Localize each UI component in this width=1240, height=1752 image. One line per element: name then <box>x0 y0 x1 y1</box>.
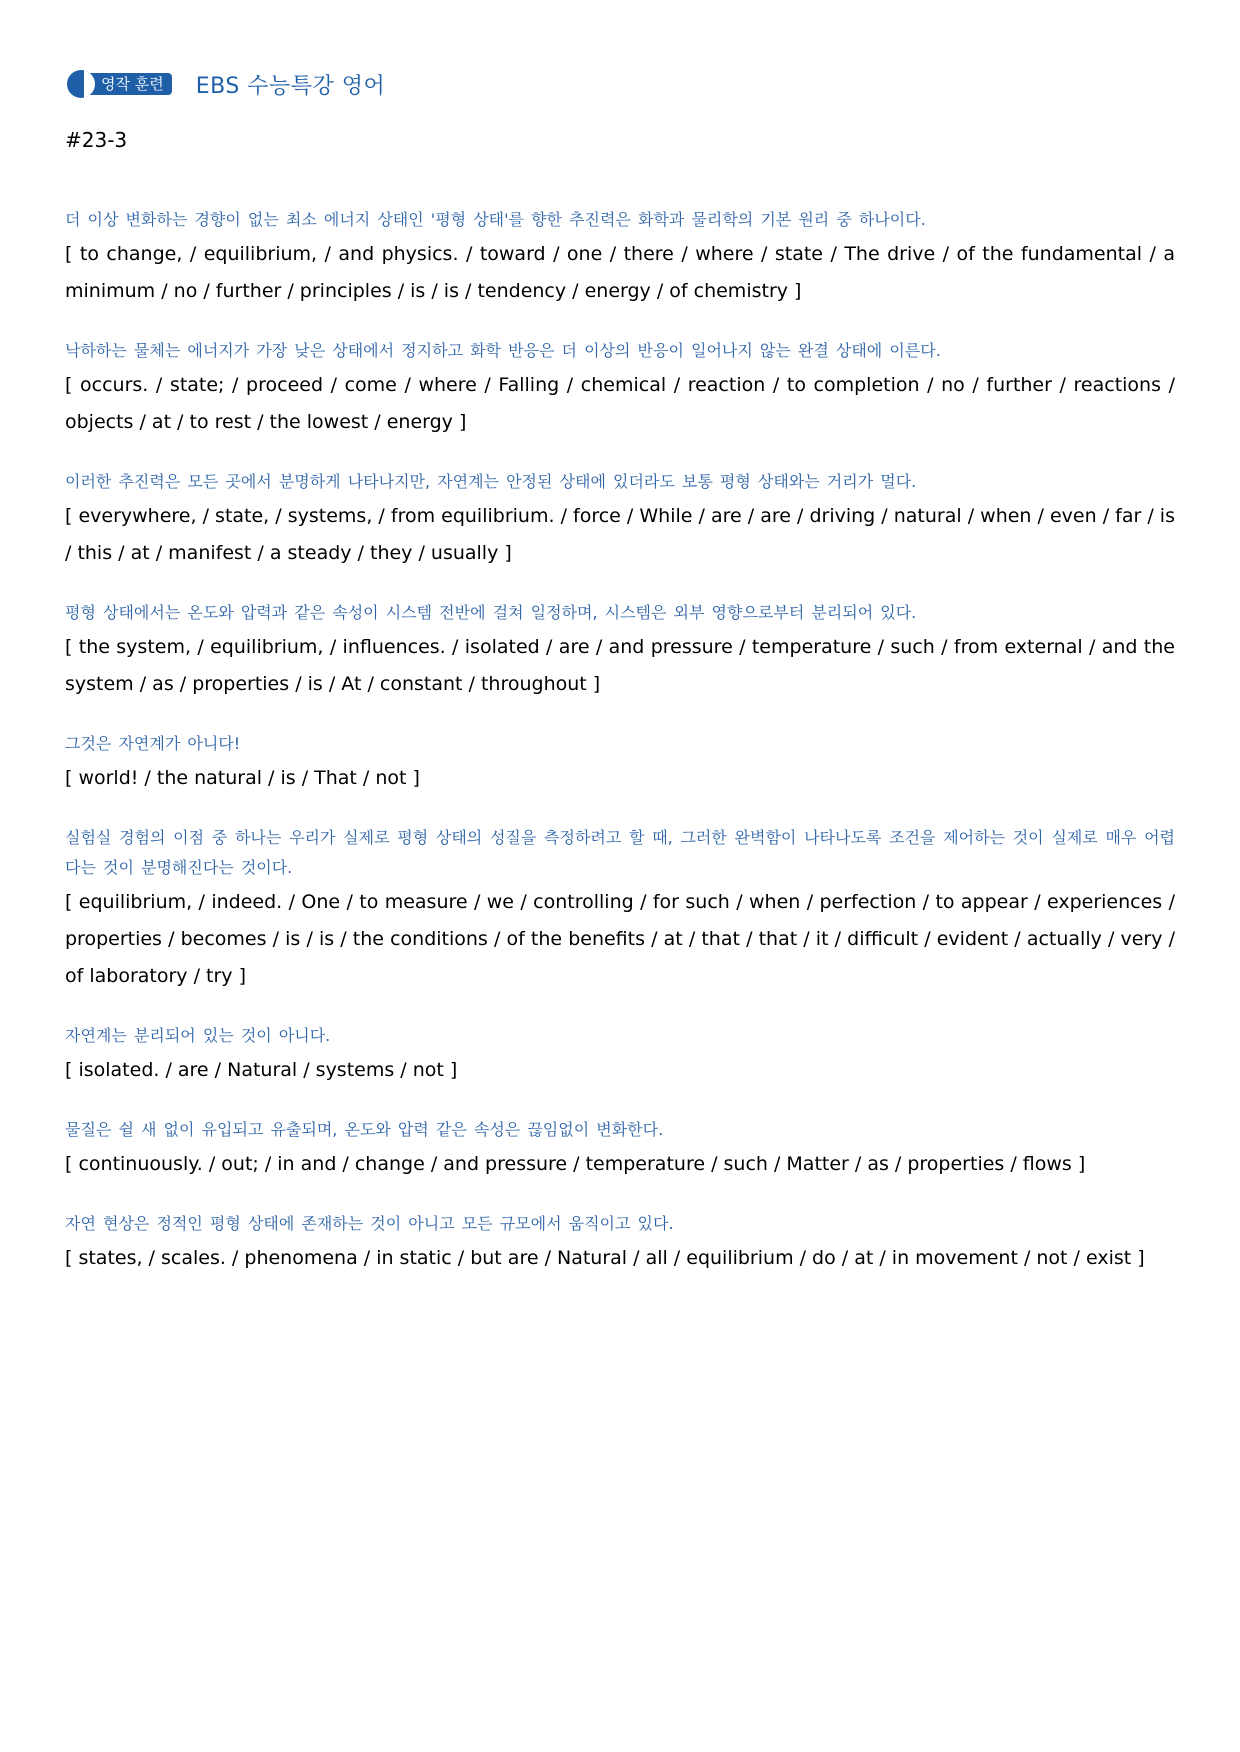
korean-sentence: 낙하하는 물체는 에너지가 가장 낮은 상태에서 정지하고 화학 반응은 더 이상의 반응이 일어나지 않는 완결 상태에 이른다. <box>65 341 941 360</box>
korean-sentence: 그것은 자연계가 아니다! <box>65 734 241 753</box>
word-bank: [ world! / the natural / is / That / not ] <box>65 767 420 789</box>
word-bank: [ to change, / equilibrium, / and physics. / toward / one / there / where / state / The drive / of the fundamental / a minimum / no / further / principles / is / is / tendency / energy / of chemistry ] <box>65 243 1175 302</box>
word-bank: [ the system, / equilibrium, / influences. / isolated / are / and pressure / temperature / such / from external / and the system / as / properties / is / At / constant / throughout ] <box>65 636 1175 695</box>
exercise-item <box>65 336 1175 441</box>
exercise-item <box>65 205 1175 310</box>
exercise-item <box>65 1021 1175 1089</box>
exercise-list <box>65 205 1175 1303</box>
korean-sentence: 물질은 쉴 새 없이 유입되고 유출되며, 온도와 압력 같은 속성은 끊임없이 변화한다. <box>65 1120 664 1139</box>
word-bank: [ occurs. / state; / proceed / come / where / Falling / chemical / reaction / to completion / no / further / reactions / objects / at / to rest / the lowest / energy ] <box>65 374 1175 433</box>
half-moon-icon <box>67 70 95 98</box>
korean-sentence: 자연 현상은 정적인 평형 상태에 존재하는 것이 아니고 모든 규모에서 움직이고 있다. <box>65 1214 674 1233</box>
exercise-item <box>65 1209 1175 1277</box>
exercise-item <box>65 729 1175 797</box>
korean-sentence: 자연계는 분리되어 있는 것이 아니다. <box>65 1026 331 1045</box>
document-id: #23-3 <box>65 128 128 152</box>
word-bank: [ equilibrium, / indeed. / One / to measure / we / controlling / for such / when / perfection / to appear / experiences / properties / becomes / is / is / the conditions / of the benefits / at / that / that / it / difficult / evident / actually / very / of laboratory / try ] <box>65 891 1175 987</box>
korean-sentence: 실험실 경험의 이점 중 하나는 우리가 실제로 평형 상태의 성질을 측정하려고 할 때, 그러한 완벽함이 나타나도록 조건을 제어하는 것이 실제로 매우 어렵다는 것이 분명해진다는 것이다. <box>65 828 1175 877</box>
exercise-item <box>65 823 1175 995</box>
korean-sentence: 더 이상 변화하는 경향이 없는 최소 에너지 상태인 '평형 상태'를 향한 추진력은 화학과 물리학의 기본 원리 중 하나이다. <box>65 210 926 229</box>
exercise-item <box>65 1115 1175 1183</box>
section-badge <box>67 72 172 96</box>
page-header <box>67 66 385 102</box>
word-bank: [ everywhere, / state, / systems, / from equilibrium. / force / While / are / are / driving / natural / when / even / far / is / this / at / manifest / a steady / they / usually ] <box>65 505 1175 564</box>
exercise-item <box>65 598 1175 703</box>
page-title: EBS 수능특강 영어 <box>195 73 386 99</box>
badge-label: 영작 훈련 <box>87 73 172 95</box>
word-bank: [ states, / scales. / phenomena / in static / but are / Natural / all / equilibrium / do / at / in movement / not / exist ] <box>65 1247 1145 1269</box>
word-bank: [ isolated. / are / Natural / systems / not ] <box>65 1059 458 1081</box>
korean-sentence: 이러한 추진력은 모든 곳에서 분명하게 나타나지만, 자연계는 안정된 상태에 있더라도 보통 평형 상태와는 거리가 멀다. <box>65 472 917 491</box>
exercise-item <box>65 467 1175 572</box>
korean-sentence: 평형 상태에서는 온도와 압력과 같은 속성이 시스템 전반에 걸쳐 일정하며, 시스템은 외부 영향으로부터 분리되어 있다. <box>65 603 917 622</box>
word-bank: [ continuously. / out; / in and / change / and pressure / temperature / such / Matter / as / properties / flows ] <box>65 1153 1086 1175</box>
